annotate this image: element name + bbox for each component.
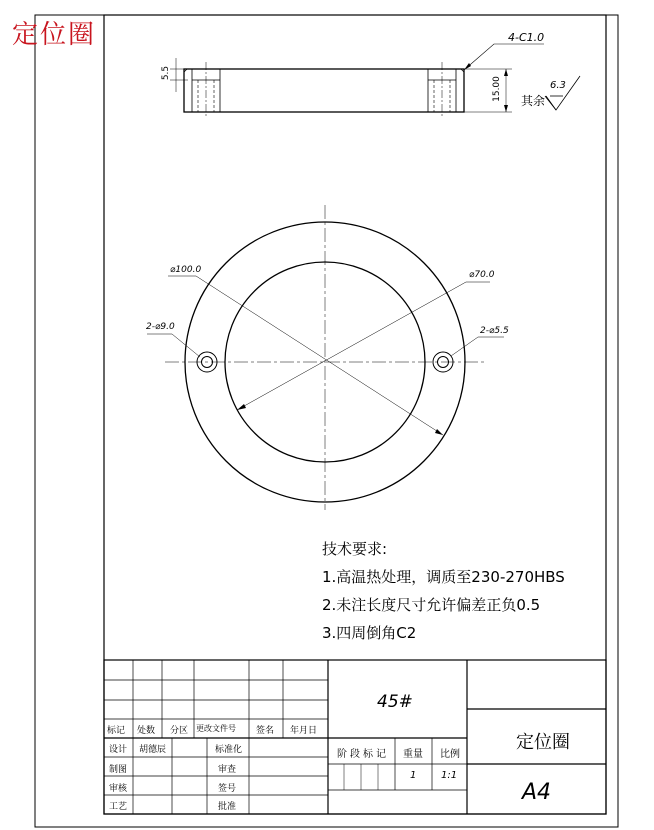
left-hole-label: 2-⌀9.0 [146,322,175,332]
weight-header: 重量 [403,749,423,760]
auditor-label: 审查 [218,765,237,775]
thickness-dimension: 15.00 [491,76,502,102]
roughness-prefix: 其余 [521,94,546,108]
rev-header-date: 年月日 [290,726,318,736]
tech-item-1: 1.高温热处理，调质至230-270HBS [322,568,565,586]
designer-label: 设计 [109,745,128,755]
sheet-border [35,15,618,827]
material-label: 45# [377,692,413,712]
drawing-frame [104,15,606,814]
rev-header-zone: 分区 [170,726,189,736]
checked-label: 审核 [109,784,128,794]
red-part-title: 定位圈 [12,20,97,50]
approved-label: 批准 [218,802,237,812]
designer-name: 胡德辰 [139,745,167,755]
height-dimension: 5.5 [161,65,172,81]
standardized-label: 标准化 [215,745,243,755]
plan-view [147,205,504,510]
inner-diameter-label: ⌀70.0 [469,270,495,280]
quantity-value: 1 [410,770,417,781]
chamfer-label: 4-C1.0 [508,31,545,44]
sign-label: 签号 [218,784,237,794]
tech-item-3: 3.四周倒角C2 [322,624,417,642]
right-hole-label: 2-⌀5.5 [480,326,509,336]
drawn-label: 制图 [109,765,128,775]
paper-size: A4 [522,780,552,805]
roughness-value: 6.3 [550,80,566,91]
stage-header: 阶段标记 [337,749,389,760]
craft-label: 工艺 [109,802,128,812]
scale-header: 比例 [440,749,460,760]
rev-header-doc: 更改文件号 [196,724,236,733]
side-view [170,44,580,118]
rev-header-count: 处数 [137,726,156,736]
rev-header-mark: 标记 [107,726,126,736]
part-name: 定位圈 [516,732,570,753]
scale-value: 1:1 [441,770,458,781]
tech-item-2: 2.未注长度尺寸允许偏差正负0.5 [322,596,541,614]
outer-diameter-label: ⌀100.0 [170,265,202,275]
rev-header-sign: 签名 [256,726,275,736]
tech-heading: 技术要求: [322,540,388,558]
